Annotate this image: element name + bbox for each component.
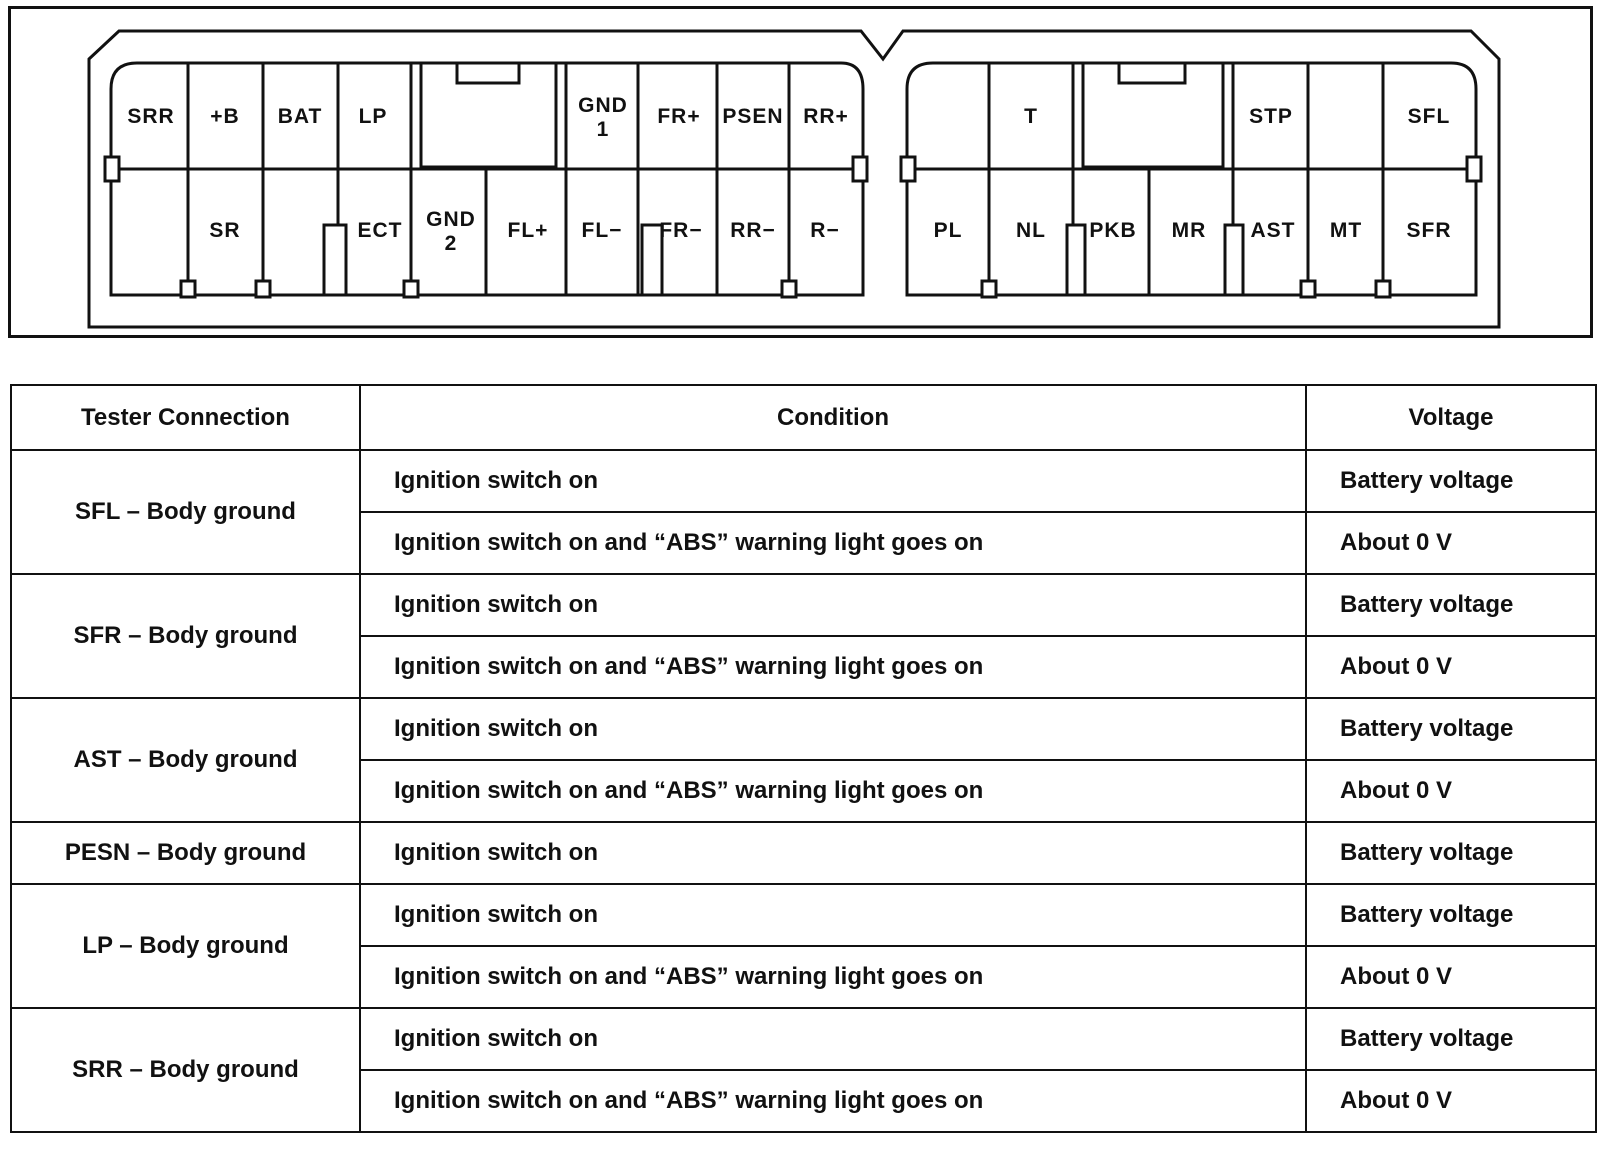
terminal-lower-left-3: ECT xyxy=(357,218,403,242)
terminal-lower-left-6: FL− xyxy=(581,218,623,242)
table-header-row xyxy=(11,385,1596,450)
terminal-upper-left-0: SRR xyxy=(127,104,175,128)
table-row xyxy=(11,450,1596,512)
condition-cell: Ignition switch on and “ABS” warning light goes on xyxy=(360,760,1306,822)
table-row xyxy=(11,698,1596,760)
voltage-cell: Battery voltage xyxy=(1306,698,1596,760)
tester-connection-cell: SFL – Body ground xyxy=(11,450,360,574)
tester-connection-cell: SRR – Body ground xyxy=(11,1008,360,1132)
terminal-lower-left-4: GND 2 xyxy=(426,207,476,255)
header-condition: Condition xyxy=(360,385,1306,450)
condition-cell: Ignition switch on xyxy=(360,1008,1306,1070)
voltage-cell: About 0 V xyxy=(1306,512,1596,574)
voltage-cell: Battery voltage xyxy=(1306,884,1596,946)
terminal-lower-left-9: R− xyxy=(810,218,840,242)
header-tester-connection: Tester Connection xyxy=(11,385,360,450)
condition-cell: Ignition switch on xyxy=(360,574,1306,636)
terminal-upper-left-8: RR+ xyxy=(803,104,849,128)
voltage-cell: About 0 V xyxy=(1306,636,1596,698)
terminal-lower-right-2: PKB xyxy=(1089,218,1137,242)
voltage-cell: Battery voltage xyxy=(1306,574,1596,636)
condition-cell: Ignition switch on and “ABS” warning light goes on xyxy=(360,512,1306,574)
voltage-cell: About 0 V xyxy=(1306,760,1596,822)
terminal-lower-right-3: MR xyxy=(1171,218,1207,242)
table-row xyxy=(11,822,1596,884)
terminal-lower-right-1: NL xyxy=(1016,218,1046,242)
terminal-lower-left-7: FR− xyxy=(659,218,703,242)
tester-connection-cell: PESN – Body ground xyxy=(11,822,360,884)
terminal-upper-left-5: GND 1 xyxy=(578,93,628,141)
terminal-lower-right-0: PL xyxy=(933,218,963,242)
voltage-cell: Battery voltage xyxy=(1306,450,1596,512)
table-row xyxy=(11,1008,1596,1070)
terminal-upper-left-7: PSEN xyxy=(722,104,784,128)
condition-cell: Ignition switch on and “ABS” warning light goes on xyxy=(360,946,1306,1008)
terminal-lower-left-5: FL+ xyxy=(507,218,549,242)
terminal-lower-right-5: MT xyxy=(1329,218,1363,242)
voltage-cell: Battery voltage xyxy=(1306,1008,1596,1070)
terminal-lower-right-6: SFR xyxy=(1406,218,1452,242)
tester-connection-cell: LP – Body ground xyxy=(11,884,360,1008)
voltage-cell: Battery voltage xyxy=(1306,822,1596,884)
connector-outline xyxy=(11,9,1596,341)
terminal-upper-left-3: LP xyxy=(358,104,388,128)
condition-cell: Ignition switch on and “ABS” warning light goes on xyxy=(360,636,1306,698)
tester-connection-cell: AST – Body ground xyxy=(11,698,360,822)
terminal-upper-left-2: BAT xyxy=(277,104,323,128)
condition-cell: Ignition switch on xyxy=(360,884,1306,946)
table-row xyxy=(11,884,1596,946)
terminal-upper-right-5: SFL xyxy=(1407,104,1451,128)
condition-cell: Ignition switch on and “ABS” warning light goes on xyxy=(360,1070,1306,1132)
header-voltage: Voltage xyxy=(1306,385,1596,450)
terminal-lower-left-8: RR− xyxy=(730,218,776,242)
voltage-spec-table xyxy=(10,384,1597,1133)
connector-diagram xyxy=(8,6,1593,338)
terminal-lower-right-4: AST xyxy=(1250,218,1296,242)
voltage-cell: About 0 V xyxy=(1306,1070,1596,1132)
terminal-upper-left-1: +B xyxy=(210,104,240,128)
terminal-upper-right-3: STP xyxy=(1249,104,1293,128)
voltage-cell: About 0 V xyxy=(1306,946,1596,1008)
terminal-lower-left-1: SR xyxy=(209,218,241,242)
condition-cell: Ignition switch on xyxy=(360,450,1306,512)
tester-connection-cell: SFR – Body ground xyxy=(11,574,360,698)
table-row xyxy=(11,574,1596,636)
condition-cell: Ignition switch on xyxy=(360,822,1306,884)
condition-cell: Ignition switch on xyxy=(360,698,1306,760)
terminal-upper-left-6: FR+ xyxy=(657,104,701,128)
terminal-upper-right-1: T xyxy=(1024,104,1038,128)
